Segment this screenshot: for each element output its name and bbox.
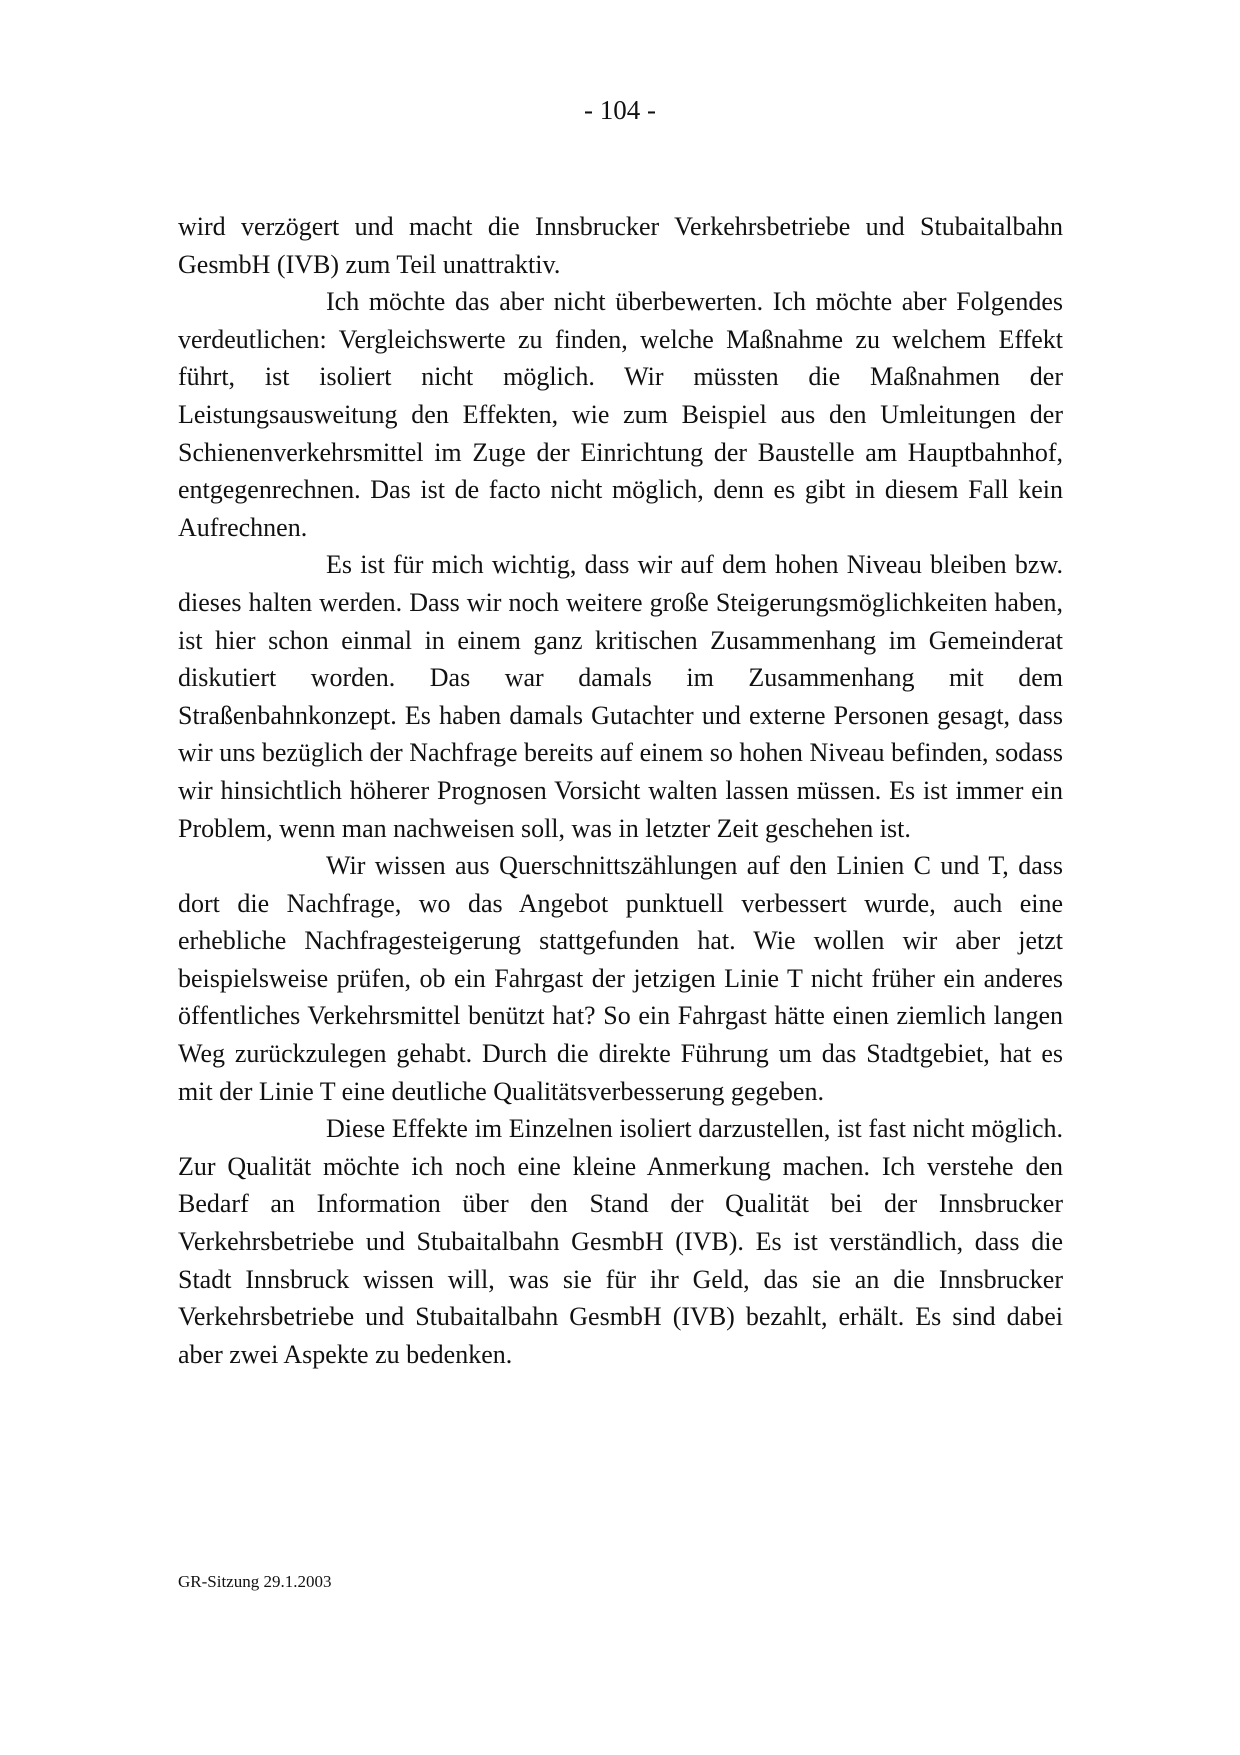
page-number: - 104 - [584,95,656,125]
paragraph-continuation: wird verzögert und macht die Innsbrucker Verkehrsbetriebe und Stubaitalbahn GesmbH (IVB) zum Teil unattraktiv. [178,212,1063,279]
body-text [178,208,1063,1373]
paragraph: Wir wissen aus Querschnittszählungen auf den Linien C und T, dass dort die Nachfrage, wo das Angebot punktuell verbessert wurde, auch eine erhebliche Nachfragesteigerung stattgefunden hat. Wie wollen wir aber jetzt beispielsweise prüfen, ob ein Fahrgast der jetzigen Linie T nicht früher ein anderes öffentliches Verkehrsmittel benützt hat? So ein Fahrgast hätte einen ziemlich langen Weg zurückzulegen gehabt. Durch die direkte Führung um das Stadtgebiet, hat es mit der Linie T eine deutliche Qualitätsverbesserung gegeben. [178,851,1063,1106]
footer-session-label: GR-Sitzung 29.1.2003 [178,1572,332,1591]
paragraph: Diese Effekte im Einzelnen isoliert darzustellen, ist fast nicht möglich. Zur Qualität möchte ich noch eine kleine Anmerkung machen. Ich verstehe den Bedarf an Information über den Stand der Qualität bei der Innsbrucker Verkehrsbetriebe und Stubaitalbahn GesmbH (IVB). Es ist verständlich, dass die Stadt Innsbruck wissen will, was sie für ihr Geld, das sie an die Innsbrucker Verkehrsbetriebe und Stubaitalbahn GesmbH (IVB) bezahlt, erhält. Es sind dabei aber zwei Aspekte zu bedenken. [178,1114,1063,1369]
paragraph: Es ist für mich wichtig, dass wir auf dem hohen Niveau bleiben bzw. dieses halten werden. Dass wir noch weitere große Steigerungsmöglichkeiten haben, ist hier schon einmal in einem ganz kritischen Zusammenhang im Gemeinderat diskutiert worden. Das war damals im Zusammenhang mit dem Straßenbahnkonzept. Es haben damals Gutachter und externe Personen gesagt, dass wir uns bezüglich der Nachfrage bereits auf einem so hohen Niveau befinden, sodass wir hinsichtlich höherer Prognosen Vorsicht walten lassen müssen. Es ist immer ein Problem, wenn man nachweisen soll, was in letzter Zeit geschehen ist. [178,550,1063,843]
paragraph: Ich möchte das aber nicht überbewerten. Ich möchte aber Folgendes verdeutlichen: Vergleichswerte zu finden, welche Maßnahme zu welchem Effekt führt, ist isoliert nicht möglich. Wir müssten die Maßnahmen der Leistungsausweitung den Effekten, wie zum Beispiel aus den Umleitungen der Schienenverkehrsmittel im Zuge der Einrichtung der Baustelle am Hauptbahnhof, entgegenrechnen. Das ist de facto nicht möglich, denn es gibt in diesem Fall kein Aufrechnen. [178,287,1063,542]
